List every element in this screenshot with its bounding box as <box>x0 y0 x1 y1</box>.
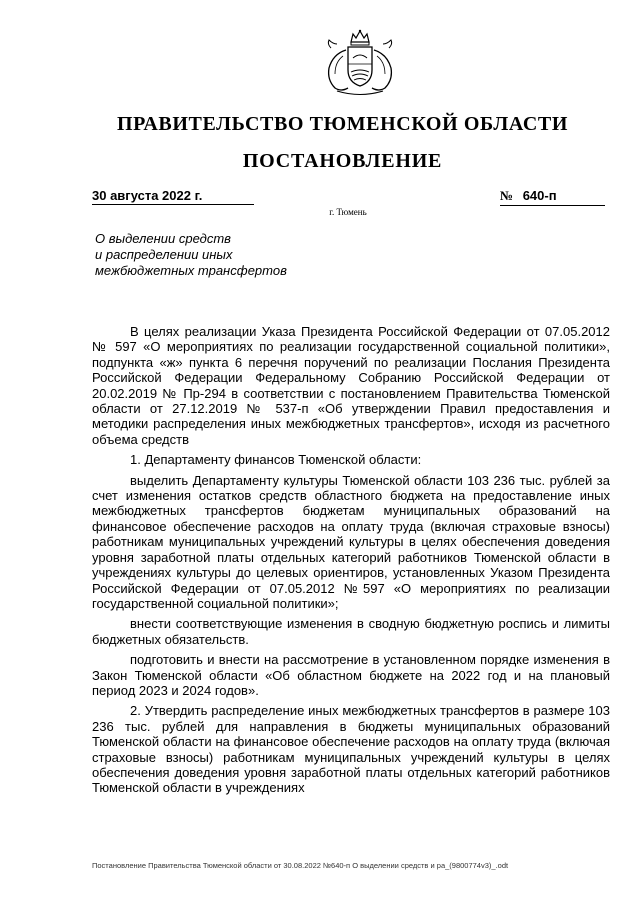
clause-2-paragraph: 2. Утвердить распределение иных межбюджетных трансфертов в размере 103 236 тыс. рублей для направления в бюджеты муниципальных образований Тюменской области на финансовое обеспечение расходов на оплату труда (включая страховые взносы) работникам муниципальных учреждений культуры в целях обеспечения доведения уровня заработной платы отдельных категорий работников Тюменской области в учреждениях <box>92 703 610 796</box>
subject-line: О выделении средств <box>95 231 231 246</box>
number-value: 640-п <box>522 188 557 203</box>
page-footer: Постановление Правительства Тюменской области от 30.08.2022 №640-п О выделении средств и ра_(9800774v3)_.odt <box>92 861 509 870</box>
document-subject <box>95 231 335 279</box>
subject-line: и распределении иных <box>95 247 233 262</box>
document-type: ПОСТАНОВЛЕНИЕ <box>242 150 443 172</box>
clause-1-item: выделить Департаменту культуры Тюменской области 103 236 тыс. рублей за счет изменения остатков средств областного бюджета на предоставление иных межбюджетных трансфертов бюджетам муниципальных образований на финансовое обеспечение расходов на оплату труда (включая страховые взносы) работникам муниципальных учреждений культуры в целях обеспечения доведения уровня заработной платы отдельных категорий работников Тюменской области в учреждениях культуры до целевых ориентиров, установленных Указом Президента Российской Федерации от 07.05.2012 №597 «О мероприятиях по реализации государственной социальной политики»; <box>92 472 610 611</box>
document-body <box>92 324 610 801</box>
document-date: 30 августа 2022 г. <box>92 188 254 205</box>
clause-1-item: подготовить и внести на рассмотрение в установленном порядке изменения в Закон Тюменской области «Об областном бюджете на 2022 год и на плановый период 2023 и 2024 годов». <box>92 652 610 698</box>
coat-of-arms-icon <box>315 28 405 100</box>
subject-line: межбюджетных трансфертов <box>95 263 287 278</box>
document-number <box>500 188 605 206</box>
preamble-paragraph: В целях реализации Указа Президента Российской Федерации от 07.05.2012 № 597 «О мероприятиях по реализации государственной социальной политики», подпункта «ж» пункта 6 перечня поручений по реализации Послания Президента Российской Федерации Федеральному Собранию Российской Федерации от 20.02.2019 № Пр-294 в соответствии с постановлением Правительства Тюменской области от 27.12.2019 № 537-п «Об утверждении Правил предоставления и методики распределения иных межбюджетных трансфертов», исходя из расчетного объема средств <box>92 324 610 447</box>
clause-1-heading: 1. Департаменту финансов Тюменской области: <box>130 452 422 468</box>
number-sign: № <box>500 188 514 203</box>
city: г. Тюмень <box>329 207 367 217</box>
organization-title: ПРАВИТЕЛЬСТВО ТЮМЕНСКОЙ ОБЛАСТИ <box>116 113 569 135</box>
clause-1-item: внести соответствующие изменения в сводную бюджетную роспись и лимиты бюджетных обязательств. <box>92 616 610 647</box>
